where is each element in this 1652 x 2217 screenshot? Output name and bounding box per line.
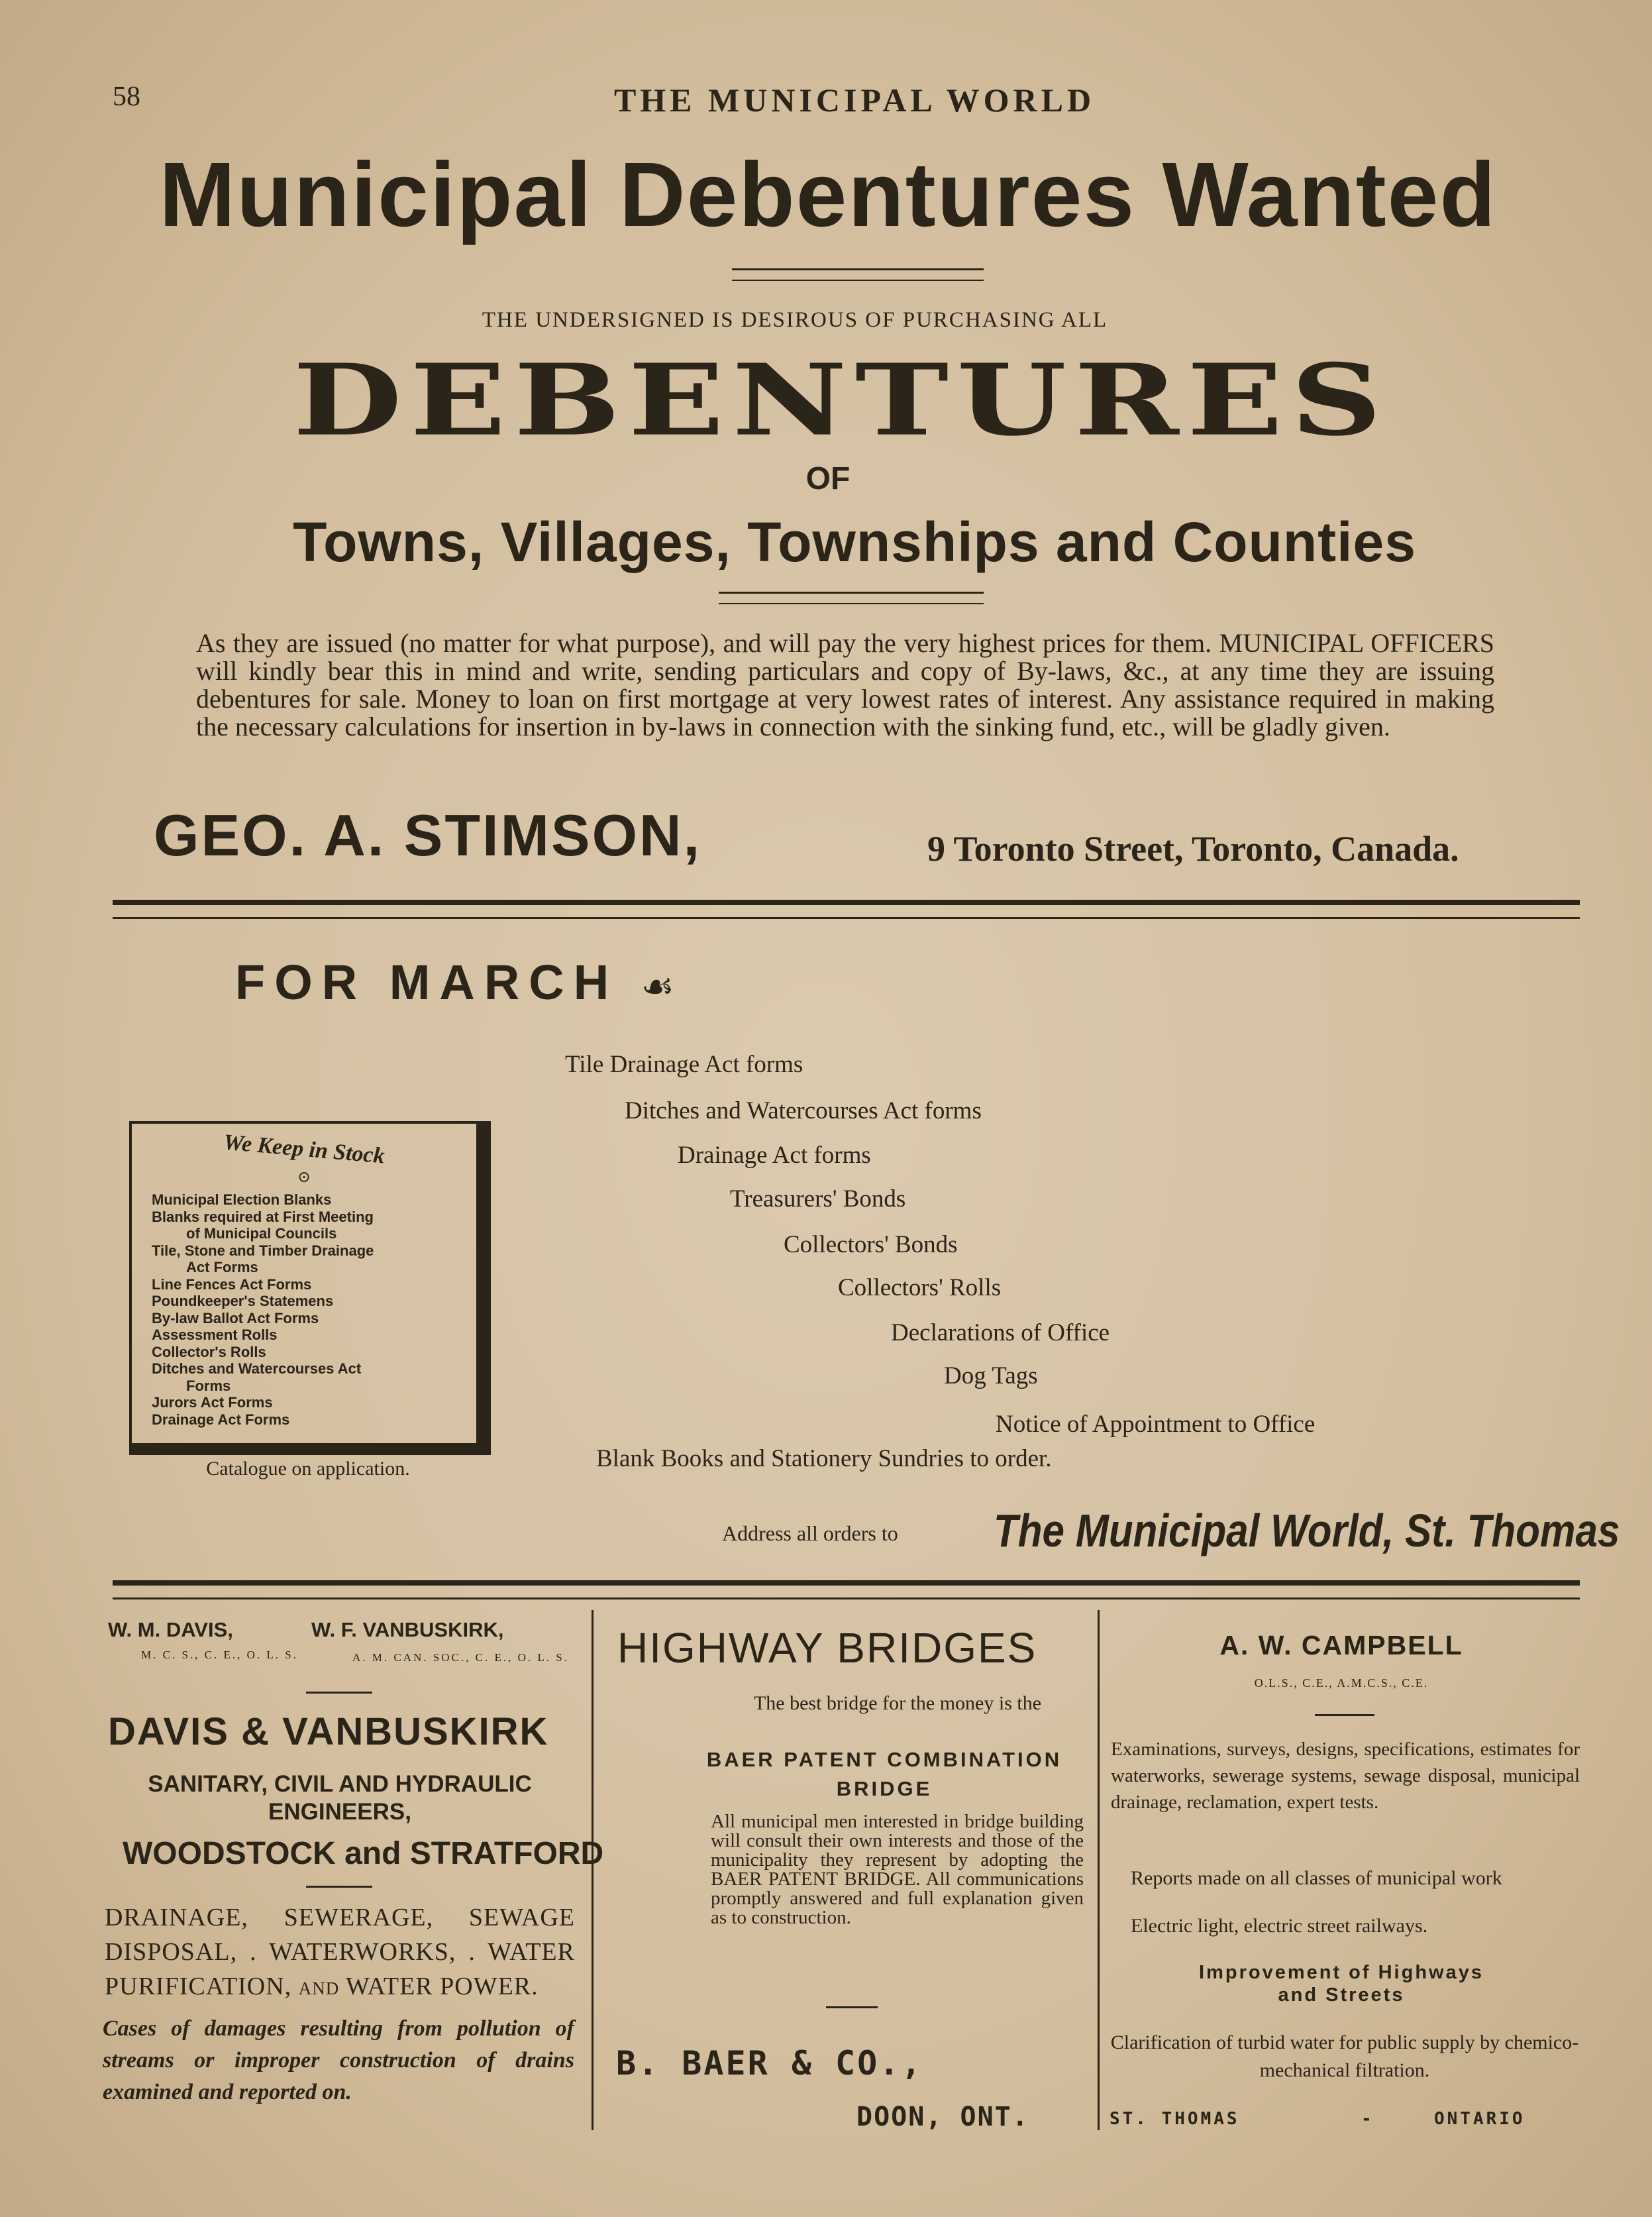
ornament-icon: ⊙ [297, 1169, 311, 1186]
for-march-label: FOR MARCH [235, 955, 619, 1010]
engineer-credentials: O.L.S., C.E., A.M.C.S., C.E. [1254, 1676, 1429, 1690]
bridge-product: BAER PATENT COMBINATION BRIDGE [706, 1748, 1062, 1800]
firm-note: Cases of damages resulting from pollution of streams or improper construction of drains examined and reported on. [103, 2016, 574, 2104]
engineer-electric: Electric light, electric street railways. [1131, 1915, 1428, 1937]
section-divider [113, 1580, 1580, 1599]
engineer-province: ONTARIO [1434, 2109, 1525, 2129]
bridges-body: All municipal men interested in bridge building will consult their own interests and those of the municipality they represent by adopting the BAER PATENT BRIDGE. All communications promptly answered and full explanation given as to construction. [711, 1811, 1084, 1928]
engineer-city: ST. THOMAS [1110, 2109, 1240, 2129]
section-divider [113, 900, 1580, 919]
partner-name: W. F. VANBUSKIRK, [311, 1618, 504, 1641]
advertiser-name: GEO. A. STIMSON, [154, 802, 702, 868]
bridge-company-location: DOON, ONT. [856, 2102, 1029, 2132]
advertiser-address: 9 Toronto Street, Toronto, Canada. [927, 829, 1459, 869]
form-item: Drainage Act forms [678, 1142, 871, 1169]
short-rule [826, 2006, 878, 2008]
form-item: Dog Tags [944, 1362, 1038, 1389]
ornament-icon: ☙ [641, 965, 684, 1007]
debentures-heading: DEBENTURES [293, 342, 1390, 458]
form-item: Blank Books and Stationery Sundries to order. [596, 1445, 1052, 1472]
column-divider [1098, 1610, 1100, 2130]
form-item: Collectors' Bonds [784, 1231, 958, 1258]
of-label: OF [805, 461, 851, 496]
stock-item: By-law Ballot Act Forms [152, 1309, 319, 1326]
ad-headline: Municipal Debentures Wanted [159, 144, 1497, 246]
ad-intro: THE UNDERSIGNED IS DESIROUS OF PURCHASING ALL [482, 308, 1108, 332]
ornamental-rule [732, 268, 984, 281]
engineer-reports: Reports made on all classes of municipal work [1131, 1867, 1502, 1889]
bridge-company: B. BAER & CO., [616, 2044, 923, 2082]
catalogue-note: Catalogue on application. [206, 1458, 410, 1480]
form-item: Ditches and Watercourses Act forms [625, 1097, 982, 1124]
engineer-services: Examinations, surveys, designs, specifications, estimates for waterworks, sewerage systems, sewage disposal, municipal drainage, reclamation, expert tests. [1111, 1739, 1580, 1813]
address-label: Address all orders to [722, 1521, 898, 1545]
stock-item: Ditches and Watercourses Act [152, 1360, 362, 1377]
stock-item: of Municipal Councils [186, 1225, 337, 1242]
form-item: Tile Drainage Act forms [565, 1051, 803, 1078]
form-item: Treasurers' Bonds [730, 1185, 906, 1213]
short-rule [1315, 1714, 1374, 1716]
bridges-tagline: The best bridge for the money is the [753, 1692, 1042, 1714]
stock-item: Line Fences Act Forms [152, 1275, 312, 1293]
partner-credentials: M. C. S., C. E., O. L. S. [141, 1649, 298, 1661]
form-item: Collectors' Rolls [838, 1274, 1002, 1301]
engineer-clarification: Clarification of turbid water for public supply by chemico-mechanical filtration. [1110, 2031, 1579, 2081]
firm-profession: SANITARY, CIVIL AND HYDRAULIC ENGINEERS, [148, 1771, 532, 1825]
short-rule [306, 1886, 372, 1888]
stock-item: Act Forms [186, 1259, 258, 1275]
firm-name: DAVIS & VANBUSKIRK [108, 1710, 549, 1753]
short-rule [306, 1692, 372, 1694]
stock-box [129, 1121, 491, 1455]
form-item: Notice of Appointment to Office [996, 1411, 1316, 1438]
stock-item: Jurors Act Forms [152, 1394, 273, 1411]
stock-item: Collector's Rolls [152, 1343, 266, 1360]
stock-item: Blanks required at First Meeting [152, 1208, 374, 1225]
partner-name: W. M. DAVIS, [108, 1618, 233, 1641]
firm-services: DRAINAGE, SEWERAGE, SEWAGE DISPOSAL, . WATERWORKS, . WATER PURIFICATION, and WATER POWER. [105, 1904, 575, 2000]
partner-credentials: A. M. CAN. SOC., C. E., O. L. S. [352, 1651, 569, 1664]
stock-item: Municipal Election Blanks [152, 1191, 332, 1208]
running-head: THE MUNICIPAL WORLD [613, 81, 1096, 119]
stock-item: Forms [186, 1377, 231, 1394]
ornamental-rule [719, 592, 984, 604]
places-heading: Towns, Villages, Townships and Counties [293, 511, 1416, 573]
engineer-name: A. W. CAMPBELL [1219, 1630, 1463, 1660]
stock-item: Assessment Rolls [152, 1326, 278, 1343]
for-march-title [235, 954, 684, 1010]
ad-body-text: As they are issued (no matter for what purpose), and will pay the very highest prices for them. MUNICIPAL OFFICERS will kindly bear this in mind and write, sending particulars and copy of By-laws, &c., at any time they are issuing debentures for sale. Money to loan on first mortgage at very lowest rates of interest. Any assistance required in making the necessary calculations for insertion in by-laws in connection with the sinking fund, etc., will be gladly given. [196, 628, 1494, 741]
firm-location: WOODSTOCK and STRATFORD [123, 1836, 604, 1871]
address-separator: - [1361, 2109, 1372, 2129]
stock-list [152, 1191, 470, 1428]
page-number: 58 [113, 81, 140, 112]
stock-item: Tile, Stone and Timber Drainage [152, 1242, 374, 1259]
stock-item: Poundkeeper's Statemens [152, 1293, 334, 1309]
stock-box-title: We Keep in Stock [222, 1130, 386, 1169]
form-item: Declarations of Office [891, 1319, 1110, 1346]
address-value: The Municipal World, St. Thomas [994, 1505, 1620, 1556]
stock-item: Drainage Act Forms [152, 1411, 290, 1428]
engineer-improvement: Improvement of Highways and Streets [1199, 1962, 1484, 2006]
bridges-title: HIGHWAY BRIDGES [617, 1624, 1037, 1672]
